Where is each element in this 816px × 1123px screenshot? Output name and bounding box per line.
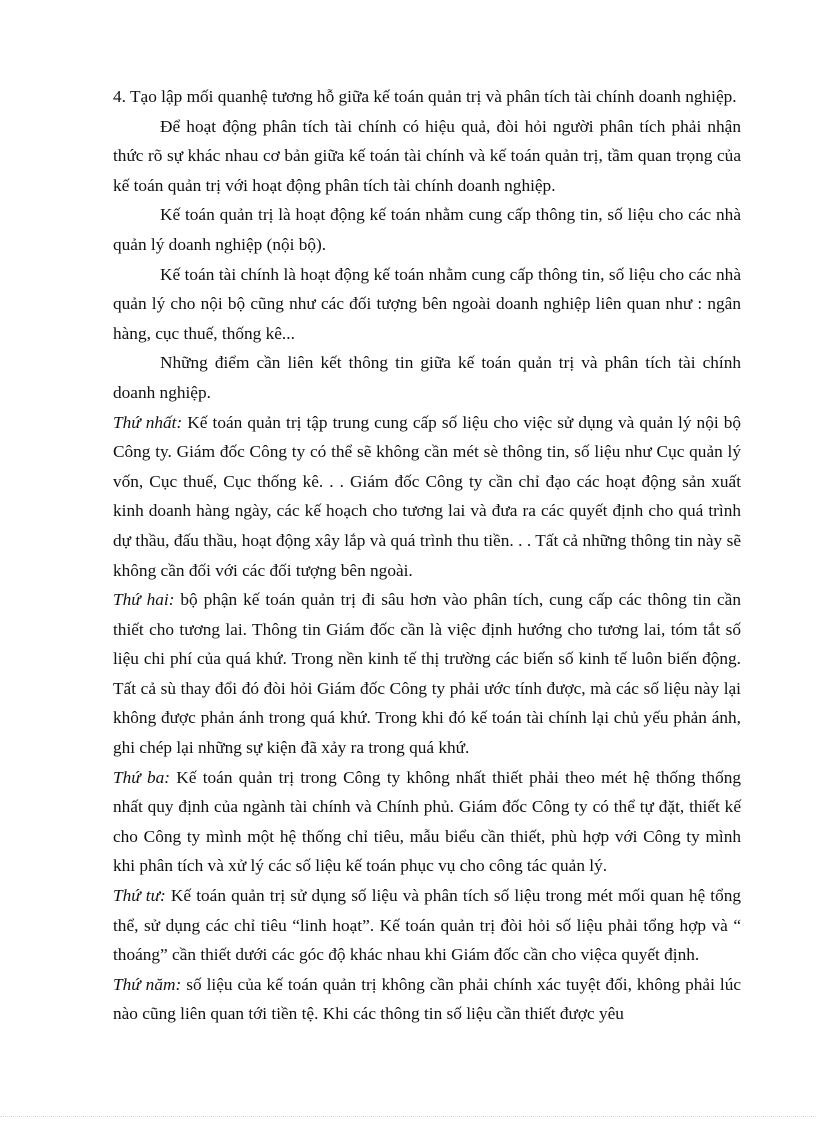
paragraph-text: 4. Tạo lập mối quanhệ tương hỗ giữa kế toán quản trị và phân tích tài chính doanh nghiệp. bbox=[113, 87, 737, 106]
paragraph-text: Kế toán quản trị trong Công ty không nhất thiết phải theo mét hệ thống thống nhất quy định của ngành tài chính và Chính phủ. Giám đốc Công ty có thể tự đặt, thiết kế cho Công ty mình một hệ thống chỉ tiêu, mẫu biểu cần thiết, phù hợp với Công ty mình khi phân tích và xử lý các số liệu kế toán phục vụ cho công tác quản lý. bbox=[113, 767, 741, 876]
paragraph-point-1 bbox=[113, 408, 741, 586]
paragraph-text: Kế toán tài chính là hoạt động kế toán nhằm cung cấp thông tin, số liệu cho các nhà quản lý cho nội bộ cũng như các đối tượng bên ngoài doanh nghiệp liên quan như : ngân hàng, cục thuế, thống kê... bbox=[113, 264, 741, 343]
paragraph bbox=[113, 200, 741, 259]
paragraph-point-4 bbox=[113, 881, 741, 970]
paragraph-heading bbox=[113, 82, 741, 112]
paragraph-text: Kế toán quản trị là hoạt động kế toán nhằm cung cấp thông tin, số liệu cho các nhà quản lý doanh nghiệp (nội bộ). bbox=[113, 205, 741, 254]
paragraph-lead: Thứ tư: bbox=[113, 886, 166, 906]
paragraph-lead: Thứ nhất: bbox=[113, 412, 183, 432]
paragraph-lead: Thứ hai: bbox=[113, 590, 175, 610]
paragraph-text: số liệu của kế toán quản trị không cần phải chính xác tuyệt đối, không phải lúc nào cũng liên quan tới tiền tệ. Khi các thông tin số liệu cần thiết được yêu bbox=[113, 974, 742, 1024]
paragraph-lead: Thứ ba: bbox=[113, 767, 171, 787]
page-bottom-divider bbox=[0, 1116, 816, 1117]
paragraph-text: bộ phận kế toán quản trị đi sâu hơn vào phân tích, cung cấp các thông tin cần thiết cho tương lai. Thông tin Giám đốc cần là việc định hướng cho tương lai, tóm tắt số liệu chi phí của quá khứ. Trong nền kinh tế thị trường các biến số kinh tế luôn biến động. Tất cả sù thay đổi đó đòi hỏi Giám đốc Công ty phải ước tính được, mà các số liệu này lại không được phản ánh trong quá khứ. Trong khi đó kế toán tài chính lại chủ yếu phản ánh, ghi chép lại những sự kiện đã xảy ra trong quá khứ. bbox=[113, 590, 741, 758]
paragraph-point-2 bbox=[113, 585, 741, 763]
paragraph-point-5 bbox=[113, 970, 741, 1029]
paragraph bbox=[113, 112, 741, 201]
paragraph-point-3 bbox=[113, 763, 741, 881]
paragraph-lead: Thứ năm: bbox=[113, 974, 182, 994]
paragraph-text: Kế toán quản trị sử dụng số liệu và phân tích số liệu trong mét mối quan hệ tổng thể, sử dụng các chỉ tiêu “linh hoạt”. Kế toán quản trị đòi hỏi số liệu phải tổng hợp và “ thoáng” cần thiết dưới các góc độ khác nhau khi Giám đốc cần cho việca quyết định. bbox=[113, 886, 741, 965]
paragraph-text: Để hoạt động phân tích tài chính có hiệu quả, đòi hỏi người phân tích phải nhận thức rõ sự khác nhau cơ bản giữa kế toán tài chính và kế toán quản trị, tầm quan trọng của kế toán quản trị với hoạt động phân tích tài chính doanh nghiệp. bbox=[113, 116, 741, 195]
paragraph-text: Kế toán quản trị tập trung cung cấp số liệu cho việc sử dụng và quản lý nội bộ Công ty. Giám đốc Công ty có thể sẽ không cần mét sè thông tin, số liệu như Cục quản lý vốn, Cục thuế, Cục thống kê. . . Giám đốc Công ty cần chỉ đạo các hoạt động sản xuất kinh doanh hàng ngày, các kế hoạch cho tương lai và đưa ra các quyết định cho quá trình dự thầu, đấu thầu, hoạt động xây lắp và quá trình thu tiền. . . Tất cả những thông tin này sẽ không cần đối với các đối tượng bên ngoài. bbox=[113, 412, 741, 580]
paragraph-text: Những điểm cần liên kết thông tin giữa kế toán quản trị và phân tích tài chính doanh nghiệp. bbox=[113, 353, 741, 402]
paragraph bbox=[113, 260, 741, 349]
document-body bbox=[113, 82, 741, 1029]
paragraph bbox=[113, 348, 741, 407]
